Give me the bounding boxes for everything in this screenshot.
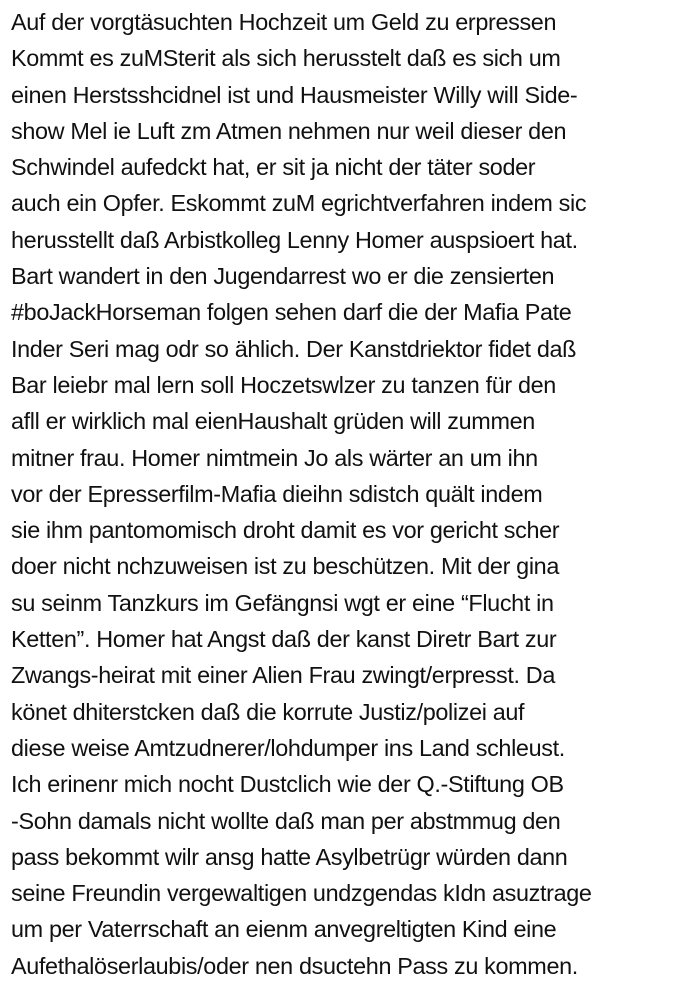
document-text-block — [11, 4, 681, 984]
text-line: #boJackHorseman folgen sehen darf die der Mafia Pate — [11, 299, 572, 326]
text-line: um per Vaterrschaft an eienm anvegreltigten Kind eine — [11, 916, 557, 943]
text-line: Bar leiebr mal lern soll Hoczetswlzer zu tanzen für den — [11, 371, 556, 398]
text-line: Ich erinenr mich nocht Dustclich wie der Q.-Stiftung OB — [11, 771, 564, 798]
text-line: pass bekommt wilr ansg hatte Asylbetrügr würden dann — [11, 843, 568, 870]
text-line: sie ihm pantomomisch droht damit es vor gericht scher — [11, 517, 560, 544]
text-line: mitner frau. Homer nimtmein Jo als wärter an um ihn — [11, 444, 538, 471]
text-line: Zwangs-heirat mit einer Alien Frau zwingt/erpresst. Da — [11, 662, 555, 689]
text-line: herusstellt daß Arbistkolleg Lenny Homer auspsioert hat. — [11, 226, 578, 253]
text-line: Bart wandert in den Jugendarrest wo er die zensierten — [11, 263, 555, 290]
text-line: seine Freundin vergewaltigen undzgendas kIdn asuztrage — [11, 880, 592, 907]
text-line: Kommt es zuMSterit als sich herusstelt daß es sich um — [11, 45, 561, 72]
text-line: könet dhiterstcken daß die korrute Justiz/polizei auf — [11, 698, 525, 725]
text-line: doer nicht nchzuweisen ist zu beschützen. Mit der gina — [11, 553, 559, 580]
text-line: Schwindel aufedckt hat, er sit ja nicht der täter soder — [11, 154, 536, 181]
text-line: auch ein Opfer. Eskommt zuM egrichtverfahren indem sic — [11, 190, 587, 217]
text-line: Inder Seri mag odr so ählich. Der Kanstdriektor fidet daß — [11, 335, 577, 362]
text-line: vor der Epresserfilm-Mafia dieihn sdistch quält indem — [11, 480, 543, 507]
text-line: Auf der vorgtäsuchten Hochzeit um Geld zu erpressen — [11, 9, 557, 35]
text-line: Ketten”. Homer hat Angst daß der kanst Diretr Bart zur — [11, 626, 557, 653]
text-line: einen Herstsshcidnel ist und Hausmeister Willy will Side- — [11, 81, 578, 108]
text-line: afll er wirklich mal eienHaushalt grüden will zummen — [11, 408, 535, 435]
text-line: Aufethalöserlaubis/oder nen dsuctehn Pass zu kommen. — [11, 952, 578, 979]
text-line: su seinm Tanzkurs im Gefängnsi wgt er eine “Flucht in — [11, 589, 554, 616]
text-line: diese weise Amtzudnerer/lohdumper ins Land schleust. — [11, 734, 565, 761]
text-line: -Sohn damals nicht wollte daß man per abstmmug den — [11, 807, 561, 834]
text-line: show Mel ie Luft zm Atmen nehmen nur weil dieser den — [11, 117, 567, 144]
